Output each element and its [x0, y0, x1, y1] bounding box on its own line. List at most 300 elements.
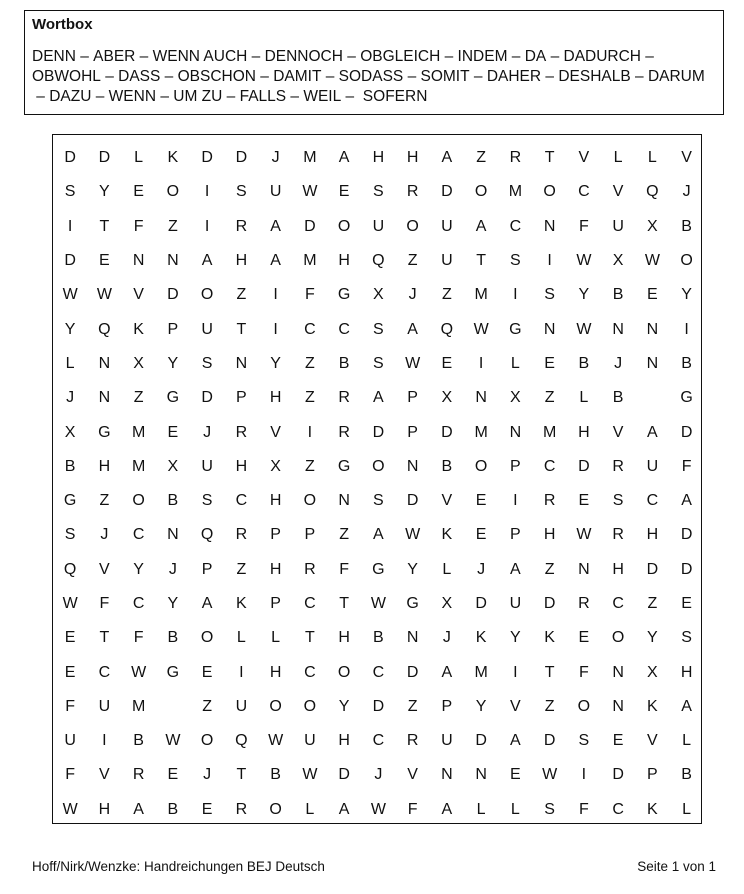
grid-cell[interactable]: F — [304, 286, 315, 304]
grid-cell[interactable]: O — [611, 629, 625, 647]
grid-cell[interactable]: A — [338, 149, 350, 167]
grid-cell[interactable]: C — [612, 595, 624, 612]
grid-cell[interactable]: A — [647, 423, 658, 441]
grid-cell[interactable]: B — [270, 766, 281, 784]
grid-cell[interactable]: V — [407, 766, 418, 784]
grid-cell[interactable]: N — [338, 492, 350, 510]
grid-cell[interactable]: X — [373, 286, 384, 304]
grid-cell[interactable]: S — [373, 492, 384, 510]
grid-cell[interactable]: A — [373, 389, 384, 407]
grid-cell[interactable]: P — [167, 320, 179, 338]
grid-cell[interactable]: L — [613, 149, 623, 167]
grid-cell[interactable]: U — [441, 732, 453, 750]
grid-cell[interactable]: J — [203, 423, 212, 441]
grid-cell[interactable]: R — [406, 183, 419, 201]
grid-cell[interactable]: I — [204, 183, 210, 201]
grid-cell[interactable]: R — [612, 526, 624, 544]
grid-cell[interactable]: T — [236, 766, 247, 784]
grid-cell[interactable]: W — [131, 663, 147, 681]
grid-cell[interactable]: P — [407, 423, 418, 441]
grid-cell[interactable]: N — [612, 320, 624, 338]
grid-cell[interactable]: Y — [510, 629, 521, 647]
grid-cell[interactable]: L — [134, 149, 144, 167]
grid-cell[interactable]: L — [65, 354, 75, 372]
grid-cell[interactable]: L — [236, 629, 246, 647]
grid-cell[interactable]: K — [647, 800, 658, 818]
grid-cell[interactable]: I — [239, 663, 244, 681]
grid-cell[interactable]: N — [612, 663, 624, 681]
grid-cell[interactable]: B — [64, 457, 76, 475]
grid-cell[interactable]: Z — [236, 560, 247, 578]
grid-cell[interactable]: D — [475, 595, 487, 612]
grid-cell[interactable]: K — [544, 629, 555, 647]
grid-cell[interactable]: N — [167, 252, 179, 270]
grid-cell[interactable]: P — [236, 389, 247, 407]
grid-cell[interactable]: S — [64, 526, 76, 544]
grid-cell[interactable]: D — [543, 595, 556, 612]
grid-cell[interactable]: K — [167, 149, 179, 167]
grid-cell[interactable]: I — [684, 320, 689, 338]
grid-cell[interactable]: O — [337, 663, 351, 681]
grid-cell[interactable]: H — [269, 492, 282, 510]
grid-cell[interactable]: F — [407, 800, 418, 818]
grid-cell[interactable]: E — [201, 663, 213, 681]
grid-cell[interactable]: Z — [544, 560, 555, 578]
grid-cell[interactable]: R — [509, 149, 522, 167]
grid-cell[interactable]: G — [406, 595, 419, 612]
grid-cell[interactable]: U — [441, 217, 453, 235]
grid-cell[interactable]: Z — [441, 286, 452, 304]
grid-cell[interactable]: C — [338, 320, 350, 338]
grid-cell[interactable]: J — [442, 629, 451, 647]
grid-cell[interactable]: D — [680, 560, 693, 578]
grid-cell[interactable]: S — [510, 252, 521, 270]
grid-cell[interactable]: W — [644, 252, 660, 270]
grid-cell[interactable]: A — [373, 526, 384, 544]
grid-cell[interactable]: H — [646, 526, 659, 544]
grid-cell[interactable]: N — [406, 457, 419, 475]
grid-cell[interactable]: E — [99, 252, 110, 270]
grid-cell[interactable]: F — [578, 800, 589, 818]
grid-cell[interactable]: L — [442, 560, 452, 578]
grid-cell[interactable]: C — [304, 663, 316, 681]
grid-cell[interactable]: C — [372, 663, 385, 681]
grid-cell[interactable]: Y — [681, 286, 692, 304]
grid-cell[interactable]: G — [337, 457, 351, 475]
grid-cell[interactable]: Q — [98, 320, 111, 338]
grid-cell[interactable]: A — [133, 800, 144, 818]
grid-cell[interactable]: I — [547, 252, 552, 270]
grid-cell[interactable]: E — [544, 354, 555, 372]
grid-cell[interactable]: S — [612, 492, 624, 510]
grid-cell[interactable]: Y — [338, 697, 350, 715]
grid-cell[interactable]: S — [578, 732, 590, 750]
grid-cell[interactable]: Z — [167, 217, 178, 235]
grid-cell[interactable]: P — [201, 560, 213, 578]
grid-cell[interactable]: N — [406, 629, 419, 647]
grid-cell[interactable]: W — [405, 354, 421, 372]
grid-cell[interactable]: H — [269, 663, 282, 681]
grid-cell[interactable]: J — [477, 560, 486, 578]
grid-cell[interactable]: W — [370, 800, 386, 818]
grid-cell[interactable]: D — [201, 389, 213, 407]
grid-cell[interactable]: Z — [544, 697, 555, 715]
grid-cell[interactable]: A — [338, 800, 350, 818]
grid-cell[interactable]: J — [408, 286, 417, 304]
grid-cell[interactable]: O — [474, 183, 488, 201]
grid-cell[interactable]: X — [441, 389, 453, 407]
grid-cell[interactable]: E — [475, 492, 487, 510]
grid-cell[interactable]: V — [133, 286, 144, 304]
grid-cell[interactable]: N — [98, 389, 111, 407]
grid-cell[interactable]: I — [581, 766, 587, 784]
grid-cell[interactable]: Z — [407, 252, 418, 270]
grid-cell[interactable]: F — [65, 766, 76, 784]
grid-cell[interactable]: B — [612, 389, 624, 407]
grid-cell[interactable]: J — [271, 149, 280, 167]
grid-cell[interactable]: P — [270, 526, 281, 544]
grid-cell[interactable]: C — [98, 663, 111, 681]
grid-cell[interactable]: Y — [270, 354, 281, 372]
grid-cell[interactable]: H — [98, 800, 111, 818]
grid-cell[interactable]: W — [268, 732, 284, 750]
grid-cell[interactable]: M — [131, 697, 146, 715]
grid-cell[interactable]: E — [167, 766, 179, 784]
grid-cell[interactable]: E — [510, 766, 521, 784]
grid-cell[interactable]: O — [406, 217, 419, 235]
grid-cell[interactable]: C — [132, 595, 145, 612]
grid-cell[interactable]: T — [339, 595, 350, 612]
grid-cell[interactable]: Y — [647, 629, 658, 647]
grid-cell[interactable]: O — [200, 629, 214, 647]
grid-cell[interactable]: M — [508, 183, 523, 201]
grid-cell[interactable]: E — [475, 526, 487, 544]
grid-cell[interactable]: O — [200, 286, 214, 304]
grid-cell[interactable]: W — [405, 526, 421, 544]
grid-cell[interactable]: E — [133, 183, 144, 201]
grid-cell[interactable]: E — [441, 354, 453, 372]
grid-cell[interactable]: E — [201, 800, 213, 818]
grid-cell[interactable]: I — [307, 423, 313, 441]
grid-cell[interactable]: N — [98, 354, 111, 372]
grid-cell[interactable]: D — [372, 423, 385, 441]
grid-cell[interactable]: C — [304, 595, 316, 612]
grid-cell[interactable]: L — [510, 800, 520, 818]
grid-cell[interactable]: N — [543, 217, 556, 235]
grid-cell[interactable]: E — [64, 629, 76, 647]
grid-cell[interactable]: D — [612, 766, 624, 784]
grid-cell[interactable]: G — [509, 320, 522, 338]
grid-cell[interactable]: Q — [372, 252, 385, 270]
grid-cell[interactable]: P — [510, 457, 521, 475]
grid-cell[interactable]: Y — [407, 560, 418, 578]
grid-cell[interactable]: U — [64, 732, 76, 750]
grid-cell[interactable]: X — [647, 663, 658, 681]
grid-cell[interactable]: T — [476, 252, 487, 270]
grid-cell[interactable]: I — [513, 286, 518, 304]
grid-cell[interactable]: W — [576, 320, 592, 338]
grid-cell[interactable]: Z — [304, 354, 315, 372]
grid-cell[interactable]: O — [166, 183, 180, 201]
grid-cell[interactable]: R — [578, 595, 590, 612]
grid-cell[interactable]: D — [235, 149, 248, 167]
grid-cell[interactable]: E — [64, 663, 76, 681]
grid-cell[interactable]: O — [543, 183, 556, 201]
grid-cell[interactable]: D — [578, 457, 590, 475]
grid-cell[interactable]: D — [406, 663, 419, 681]
grid-cell[interactable]: E — [578, 629, 590, 647]
grid-cell[interactable]: B — [681, 766, 692, 784]
grid-cell[interactable]: Y — [475, 697, 487, 715]
grid-cell[interactable]: W — [96, 286, 112, 304]
grid-cell[interactable]: V — [612, 423, 624, 441]
grid-cell[interactable]: Z — [407, 697, 418, 715]
grid-cell[interactable]: D — [475, 732, 487, 750]
grid-cell[interactable]: R — [132, 766, 145, 784]
grid-cell[interactable]: X — [167, 457, 179, 475]
grid-cell[interactable]: J — [682, 183, 691, 201]
grid-cell[interactable]: W — [302, 766, 318, 784]
grid-cell[interactable]: Q — [63, 560, 77, 578]
grid-cell[interactable]: E — [681, 595, 692, 612]
grid-cell[interactable]: O — [269, 800, 282, 818]
grid-cell[interactable]: C — [646, 492, 659, 510]
grid-cell[interactable]: C — [543, 457, 556, 475]
grid-cell[interactable]: D — [304, 217, 316, 235]
grid-cell[interactable]: P — [407, 389, 418, 407]
grid-cell[interactable]: I — [102, 732, 107, 750]
grid-cell[interactable]: T — [544, 663, 555, 681]
grid-cell[interactable]: F — [578, 217, 589, 235]
grid-cell[interactable]: Q — [646, 183, 659, 201]
grid-cell[interactable]: Z — [476, 149, 487, 167]
grid-cell[interactable]: L — [510, 354, 520, 372]
grid-cell[interactable]: D — [441, 423, 453, 441]
grid-cell[interactable]: H — [269, 389, 282, 407]
grid-cell[interactable]: W — [370, 595, 386, 612]
grid-cell[interactable]: G — [337, 286, 351, 304]
grid-cell[interactable]: W — [473, 320, 489, 338]
grid-cell[interactable]: W — [302, 183, 318, 201]
grid-cell[interactable]: E — [578, 492, 590, 510]
grid-cell[interactable]: Q — [440, 320, 454, 338]
grid-cell[interactable]: X — [612, 252, 624, 270]
grid-cell[interactable]: U — [646, 457, 659, 475]
grid-cell[interactable]: F — [65, 697, 76, 715]
grid-cell[interactable]: O — [269, 697, 282, 715]
grid-cell[interactable]: F — [133, 629, 144, 647]
grid-cell[interactable]: C — [235, 492, 248, 510]
grid-cell[interactable]: O — [372, 457, 385, 475]
grid-cell[interactable]: C — [612, 800, 624, 818]
grid-cell[interactable]: O — [680, 252, 693, 270]
grid-cell[interactable]: K — [133, 320, 144, 338]
grid-cell[interactable]: H — [338, 629, 350, 647]
grid-cell[interactable]: Z — [236, 286, 247, 304]
grid-cell[interactable]: H — [406, 149, 419, 167]
grid-cell[interactable]: D — [372, 697, 385, 715]
grid-cell[interactable]: X — [647, 217, 658, 235]
grid-cell[interactable]: L — [476, 800, 486, 818]
grid-cell[interactable]: B — [612, 286, 624, 304]
grid-cell[interactable]: U — [269, 183, 282, 201]
grid-cell[interactable]: I — [513, 663, 518, 681]
grid-cell[interactable]: V — [647, 732, 658, 750]
grid-cell[interactable]: D — [338, 766, 350, 784]
grid-cell[interactable]: L — [682, 732, 692, 750]
grid-cell[interactable]: W — [62, 286, 78, 304]
grid-cell[interactable]: L — [647, 149, 657, 167]
grid-cell[interactable]: L — [579, 389, 589, 407]
grid-cell[interactable]: N — [235, 354, 248, 372]
grid-cell[interactable]: N — [509, 423, 522, 441]
grid-cell[interactable]: B — [441, 457, 453, 475]
grid-cell[interactable]: A — [441, 800, 453, 818]
grid-cell[interactable]: O — [577, 697, 591, 715]
grid-cell[interactable]: D — [167, 286, 179, 304]
grid-cell[interactable]: N — [475, 389, 487, 407]
grid-cell[interactable]: A — [441, 149, 453, 167]
grid-cell[interactable]: N — [578, 560, 590, 578]
grid-cell[interactable]: H — [235, 252, 248, 270]
grid-cell[interactable]: S — [681, 629, 692, 647]
grid-cell[interactable]: M — [474, 663, 488, 681]
grid-cell[interactable]: J — [374, 766, 383, 784]
grid-cell[interactable]: H — [338, 252, 350, 270]
grid-cell[interactable]: V — [681, 149, 692, 167]
grid-cell[interactable]: M — [474, 286, 488, 304]
grid-cell[interactable]: O — [200, 732, 214, 750]
grid-cell[interactable]: U — [304, 732, 316, 750]
grid-cell[interactable]: Q — [235, 732, 248, 750]
grid-cell[interactable]: R — [543, 492, 556, 510]
grid-cell[interactable]: Z — [133, 389, 144, 407]
grid-cell[interactable]: U — [509, 595, 522, 612]
grid-cell[interactable]: S — [373, 354, 384, 372]
grid-cell[interactable]: H — [680, 663, 693, 681]
grid-cell[interactable]: P — [510, 526, 521, 544]
grid-cell[interactable]: X — [270, 457, 281, 475]
grid-cell[interactable]: D — [98, 149, 111, 167]
grid-cell[interactable]: N — [612, 697, 624, 715]
grid-cell[interactable]: T — [304, 629, 315, 647]
grid-cell[interactable]: Y — [578, 286, 590, 304]
grid-cell[interactable]: M — [474, 423, 488, 441]
grid-cell[interactable]: T — [236, 320, 247, 338]
grid-cell[interactable]: T — [99, 629, 110, 647]
grid-cell[interactable]: N — [167, 526, 179, 544]
grid-cell[interactable]: A — [407, 320, 418, 338]
grid-cell[interactable]: K — [647, 697, 658, 715]
grid-cell[interactable]: X — [133, 354, 144, 372]
grid-cell[interactable]: X — [441, 595, 453, 612]
grid-cell[interactable]: T — [544, 149, 555, 167]
grid-cell[interactable]: H — [235, 457, 248, 475]
grid-cell[interactable]: V — [99, 560, 110, 578]
grid-cell[interactable]: D — [441, 183, 453, 201]
grid-cell[interactable]: L — [271, 629, 281, 647]
grid-cell[interactable]: L — [305, 800, 315, 818]
grid-cell[interactable]: D — [201, 149, 213, 167]
grid-cell[interactable]: M — [542, 423, 557, 441]
grid-cell[interactable]: M — [131, 457, 146, 475]
grid-cell[interactable]: Y — [133, 560, 144, 578]
grid-cell[interactable]: J — [614, 354, 623, 372]
grid-cell[interactable]: G — [63, 492, 77, 510]
grid-cell[interactable]: S — [373, 320, 384, 338]
grid-cell[interactable]: D — [64, 252, 76, 270]
grid-cell[interactable]: K — [236, 595, 247, 612]
grid-cell[interactable]: E — [338, 183, 350, 201]
grid-cell[interactable]: R — [235, 423, 248, 441]
grid-cell[interactable]: X — [510, 389, 521, 407]
grid-cell[interactable]: C — [372, 732, 385, 750]
grid-cell[interactable]: N — [441, 766, 453, 784]
grid-cell[interactable]: W — [62, 595, 78, 612]
grid-cell[interactable]: W — [576, 252, 592, 270]
grid-cell[interactable]: R — [338, 389, 350, 407]
grid-cell[interactable]: L — [682, 800, 692, 818]
grid-cell[interactable]: R — [338, 423, 350, 441]
grid-cell[interactable]: N — [543, 320, 556, 338]
grid-cell[interactable]: N — [646, 320, 659, 338]
grid-cell[interactable]: Y — [167, 354, 179, 372]
grid-cell[interactable]: H — [372, 149, 385, 167]
grid-cell[interactable]: H — [269, 560, 282, 578]
grid-cell[interactable]: A — [510, 560, 521, 578]
grid-cell[interactable]: S — [201, 354, 213, 372]
grid-cell[interactable]: B — [167, 629, 179, 647]
grid-cell[interactable]: A — [441, 663, 453, 681]
grid-cell[interactable]: C — [132, 526, 145, 544]
grid-cell[interactable]: O — [474, 457, 488, 475]
grid-cell[interactable]: Y — [64, 320, 76, 338]
grid-cell[interactable]: U — [612, 217, 624, 235]
grid-cell[interactable]: I — [273, 286, 278, 304]
grid-cell[interactable]: U — [235, 697, 248, 715]
grid-cell[interactable]: F — [681, 457, 692, 475]
grid-cell[interactable]: U — [98, 697, 111, 715]
grid-cell[interactable]: G — [166, 663, 180, 681]
grid-cell[interactable]: H — [98, 457, 111, 475]
grid-cell[interactable]: A — [681, 697, 692, 715]
grid-cell[interactable]: D — [64, 149, 76, 167]
grid-cell[interactable]: A — [270, 217, 281, 235]
grid-cell[interactable]: C — [578, 183, 590, 201]
grid-cell[interactable]: N — [132, 252, 145, 270]
grid-cell[interactable]: E — [167, 423, 179, 441]
grid-cell[interactable]: A — [475, 217, 487, 235]
grid-cell[interactable]: V — [578, 149, 590, 167]
grid-cell[interactable]: D — [406, 492, 419, 510]
grid-cell[interactable]: G — [372, 560, 385, 578]
grid-cell[interactable]: S — [544, 800, 555, 818]
grid-cell[interactable]: B — [578, 354, 590, 372]
grid-cell[interactable]: B — [133, 732, 144, 750]
grid-cell[interactable]: E — [647, 286, 658, 304]
grid-cell[interactable]: D — [543, 732, 556, 750]
grid-cell[interactable]: F — [99, 595, 110, 612]
grid-cell[interactable]: N — [475, 766, 487, 784]
grid-cell[interactable]: S — [64, 183, 76, 201]
grid-cell[interactable]: Z — [202, 697, 213, 715]
grid-cell[interactable]: Z — [99, 492, 110, 510]
grid-cell[interactable]: I — [478, 354, 484, 372]
grid-cell[interactable]: T — [99, 217, 110, 235]
grid-cell[interactable]: D — [680, 526, 693, 544]
grid-cell[interactable]: E — [612, 732, 624, 750]
grid-cell[interactable]: O — [303, 697, 317, 715]
